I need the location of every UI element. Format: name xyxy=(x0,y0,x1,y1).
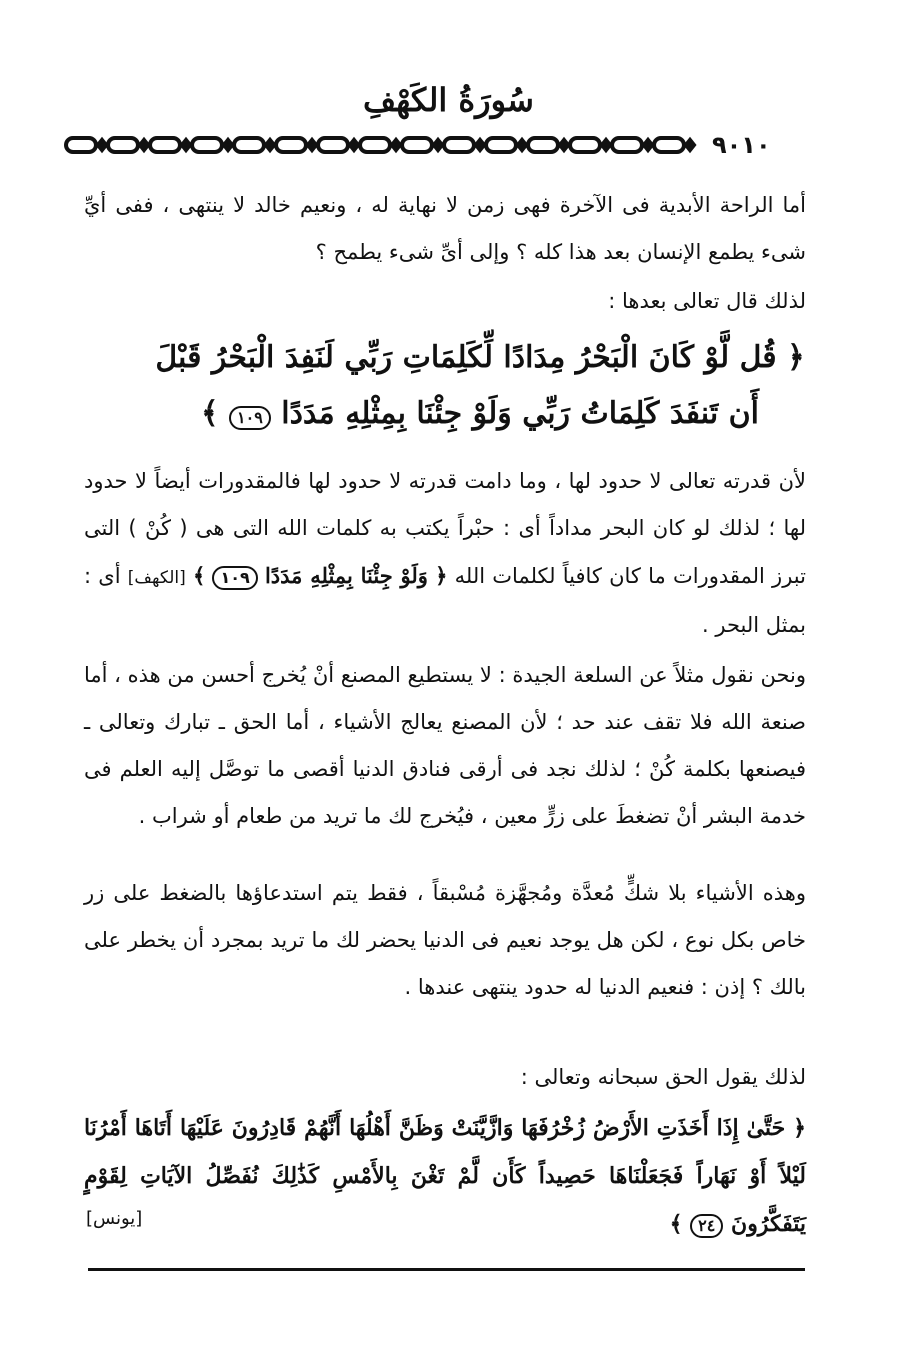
chain-diamond-7 xyxy=(392,140,400,150)
verse-close-brace: ﴾ xyxy=(200,396,219,431)
chain-diamond-14 xyxy=(686,140,694,150)
chain-diamond-1 xyxy=(140,140,148,150)
chain-diamond-11 xyxy=(560,140,568,150)
paragraph-2: لذلك قال تعالى بعدها : xyxy=(608,289,806,313)
chain-link-5 xyxy=(276,138,306,152)
chain-diamond-9 xyxy=(476,140,484,150)
paragraph-3-end: أى : بمثل البحر . xyxy=(84,564,806,637)
ornamental-divider xyxy=(62,132,707,158)
chain-link-10 xyxy=(486,138,516,152)
chain-link-7 xyxy=(360,138,390,152)
verse-open-brace: ﴿ xyxy=(787,340,805,375)
surah-title: سُورَةُ الكَهْفِ xyxy=(363,81,534,119)
paragraph-3 xyxy=(84,458,806,649)
page-number: ٩٠١٠ xyxy=(712,131,771,159)
chain-diamond-4 xyxy=(266,140,274,150)
yunus-open-brace: ﴿ xyxy=(793,1115,806,1141)
paragraph-3-text: لأن قدرته تعالى لا حدود لها ، وما دامت قدرته لا حدود لها فالمقدورات أيضاً لا حدود لها ؛ لذلك لو كان البحر مداداً أى : حبْراً يكتب به كلمات الله التى هى ( كُنْ ) التى تبرز المقدورات ما كان كافياً لكلمات الله xyxy=(84,469,806,588)
verse-yunus-24 xyxy=(84,1104,806,1248)
chain-link-8 xyxy=(402,138,432,152)
chain-diamond-2 xyxy=(182,140,190,150)
inline-verse-open-brace: ﴿ xyxy=(435,563,448,588)
chain-link-13 xyxy=(612,138,642,152)
chain-diamond-5 xyxy=(308,140,316,150)
chain-diamond-12 xyxy=(602,140,610,150)
paragraph-4: ونحن نقول مثلاً عن السلعة الجيدة : لا يستطيع المصنع أنْ يُخرج أحسن من هذه ، أما صنعة الله فلا تقف عند حد ؛ لأن المصنع يعالج الأشياء ، أما الحق ـ تبارك وتعالى ـ فيصنعها بكلمة كُنْ ؛ لذلك نجد فى أرقى فنادق الدنيا أقصى ما توصَّل إليه العلم فى خدمة البشر أنْ تضغطَ على زرٍّ معين ، فيُخرج لك ما تريد من طعام أو شراب . xyxy=(84,663,806,828)
inline-ayah-number: ١٠٩ xyxy=(212,566,257,590)
chain-diamond-10 xyxy=(518,140,526,150)
chain-link-4 xyxy=(234,138,264,152)
inline-verse-kahf: وَلَوْ جِئْنَا بِمِثْلِهِ مَدَدًا xyxy=(264,563,428,588)
chain-link-3 xyxy=(192,138,222,152)
paragraph-5: وهذه الأشياء بلا شكٍّ مُعدَّة ومُجهَّزة مُسْبقاً ، فقط يتم استدعاؤها بالضغط على زر خاص بكل نوع ، لكن هل يوجد نعيم فى الدنيا يحضر لك ما تريد بمجرد أن يخطر على بالك ؟ إذن : فنعيم الدنيا له حدود ينتهى عندها . xyxy=(84,881,806,999)
chain-link-0 xyxy=(66,138,96,152)
chain-link-1 xyxy=(108,138,138,152)
chain-link-9 xyxy=(444,138,474,152)
verse-yunus-24-text: حَتَّىٰ إِذَا أَخَذَتِ الأَرْضُ زُخْرُفَهَا وَازَّيَّنَتْ وَظَنَّ أَهْلُهَا أَنَّهُمْ قَادِرُونَ عَلَيْهَا أَتَاهَا أَمْرُنَا لَيْلاً أَوْ نَهَاراً فَجَعَلْنَاهَا حَصِيداً كَأَن لَّمْ تَغْنَ بِالأَمْسِ كَذَٰلِكَ نُفَصِّلُ الآيَاتِ لِقَوْمٍ يَتَفَكَّرُونَ xyxy=(84,1115,806,1237)
chain-link-11 xyxy=(528,138,558,152)
chain-link-2 xyxy=(150,138,180,152)
chain-diamond-13 xyxy=(644,140,652,150)
ayah-number-109: ١٠٩ xyxy=(229,406,271,430)
chain-diamond-8 xyxy=(434,140,442,150)
verse-kahf-109-text: قُل لَّوْ كَانَ الْبَحْرُ مِدَادًا لِّكَلِمَاتِ رَبِّي لَنَفِدَ الْبَحْرُ قَبْلَ أَن تَنفَدَ كَلِمَاتُ رَبِّي وَلَوْ جِئْنَا بِمِثْلِهِ مَدَدًا xyxy=(155,340,777,431)
paragraph-1: أما الراحة الأبدية فى الآخرة فهى زمن لا نهاية له ، ونعيم خالد لا ينتهى ، ففى أيِّ شىء يطمع الإنسان بعد هذا كله ؟ وإلى أىِّ شىء يطمح ؟ xyxy=(84,193,806,264)
inline-verse-close-brace: ﴾ xyxy=(192,563,206,588)
chain-diamond-6 xyxy=(350,140,358,150)
paragraph-6: لذلك يقول الحق سبحانه وتعالى : xyxy=(520,1065,806,1089)
chain-diamond-0 xyxy=(98,140,106,150)
chain-link-14 xyxy=(654,138,684,152)
ayah-number-24: ٢٤ xyxy=(690,1214,723,1238)
verse-kahf-109 xyxy=(150,330,810,442)
yunus-close-brace: ﴾ xyxy=(669,1211,683,1237)
inline-surah-ref: [الكهف] xyxy=(127,568,186,588)
chain-diamond-3 xyxy=(224,140,232,150)
chain-link-12 xyxy=(570,138,600,152)
surah-ref-yunus: [يونس] xyxy=(86,1208,143,1229)
footer-divider xyxy=(88,1268,805,1271)
chain-link-6 xyxy=(318,138,348,152)
